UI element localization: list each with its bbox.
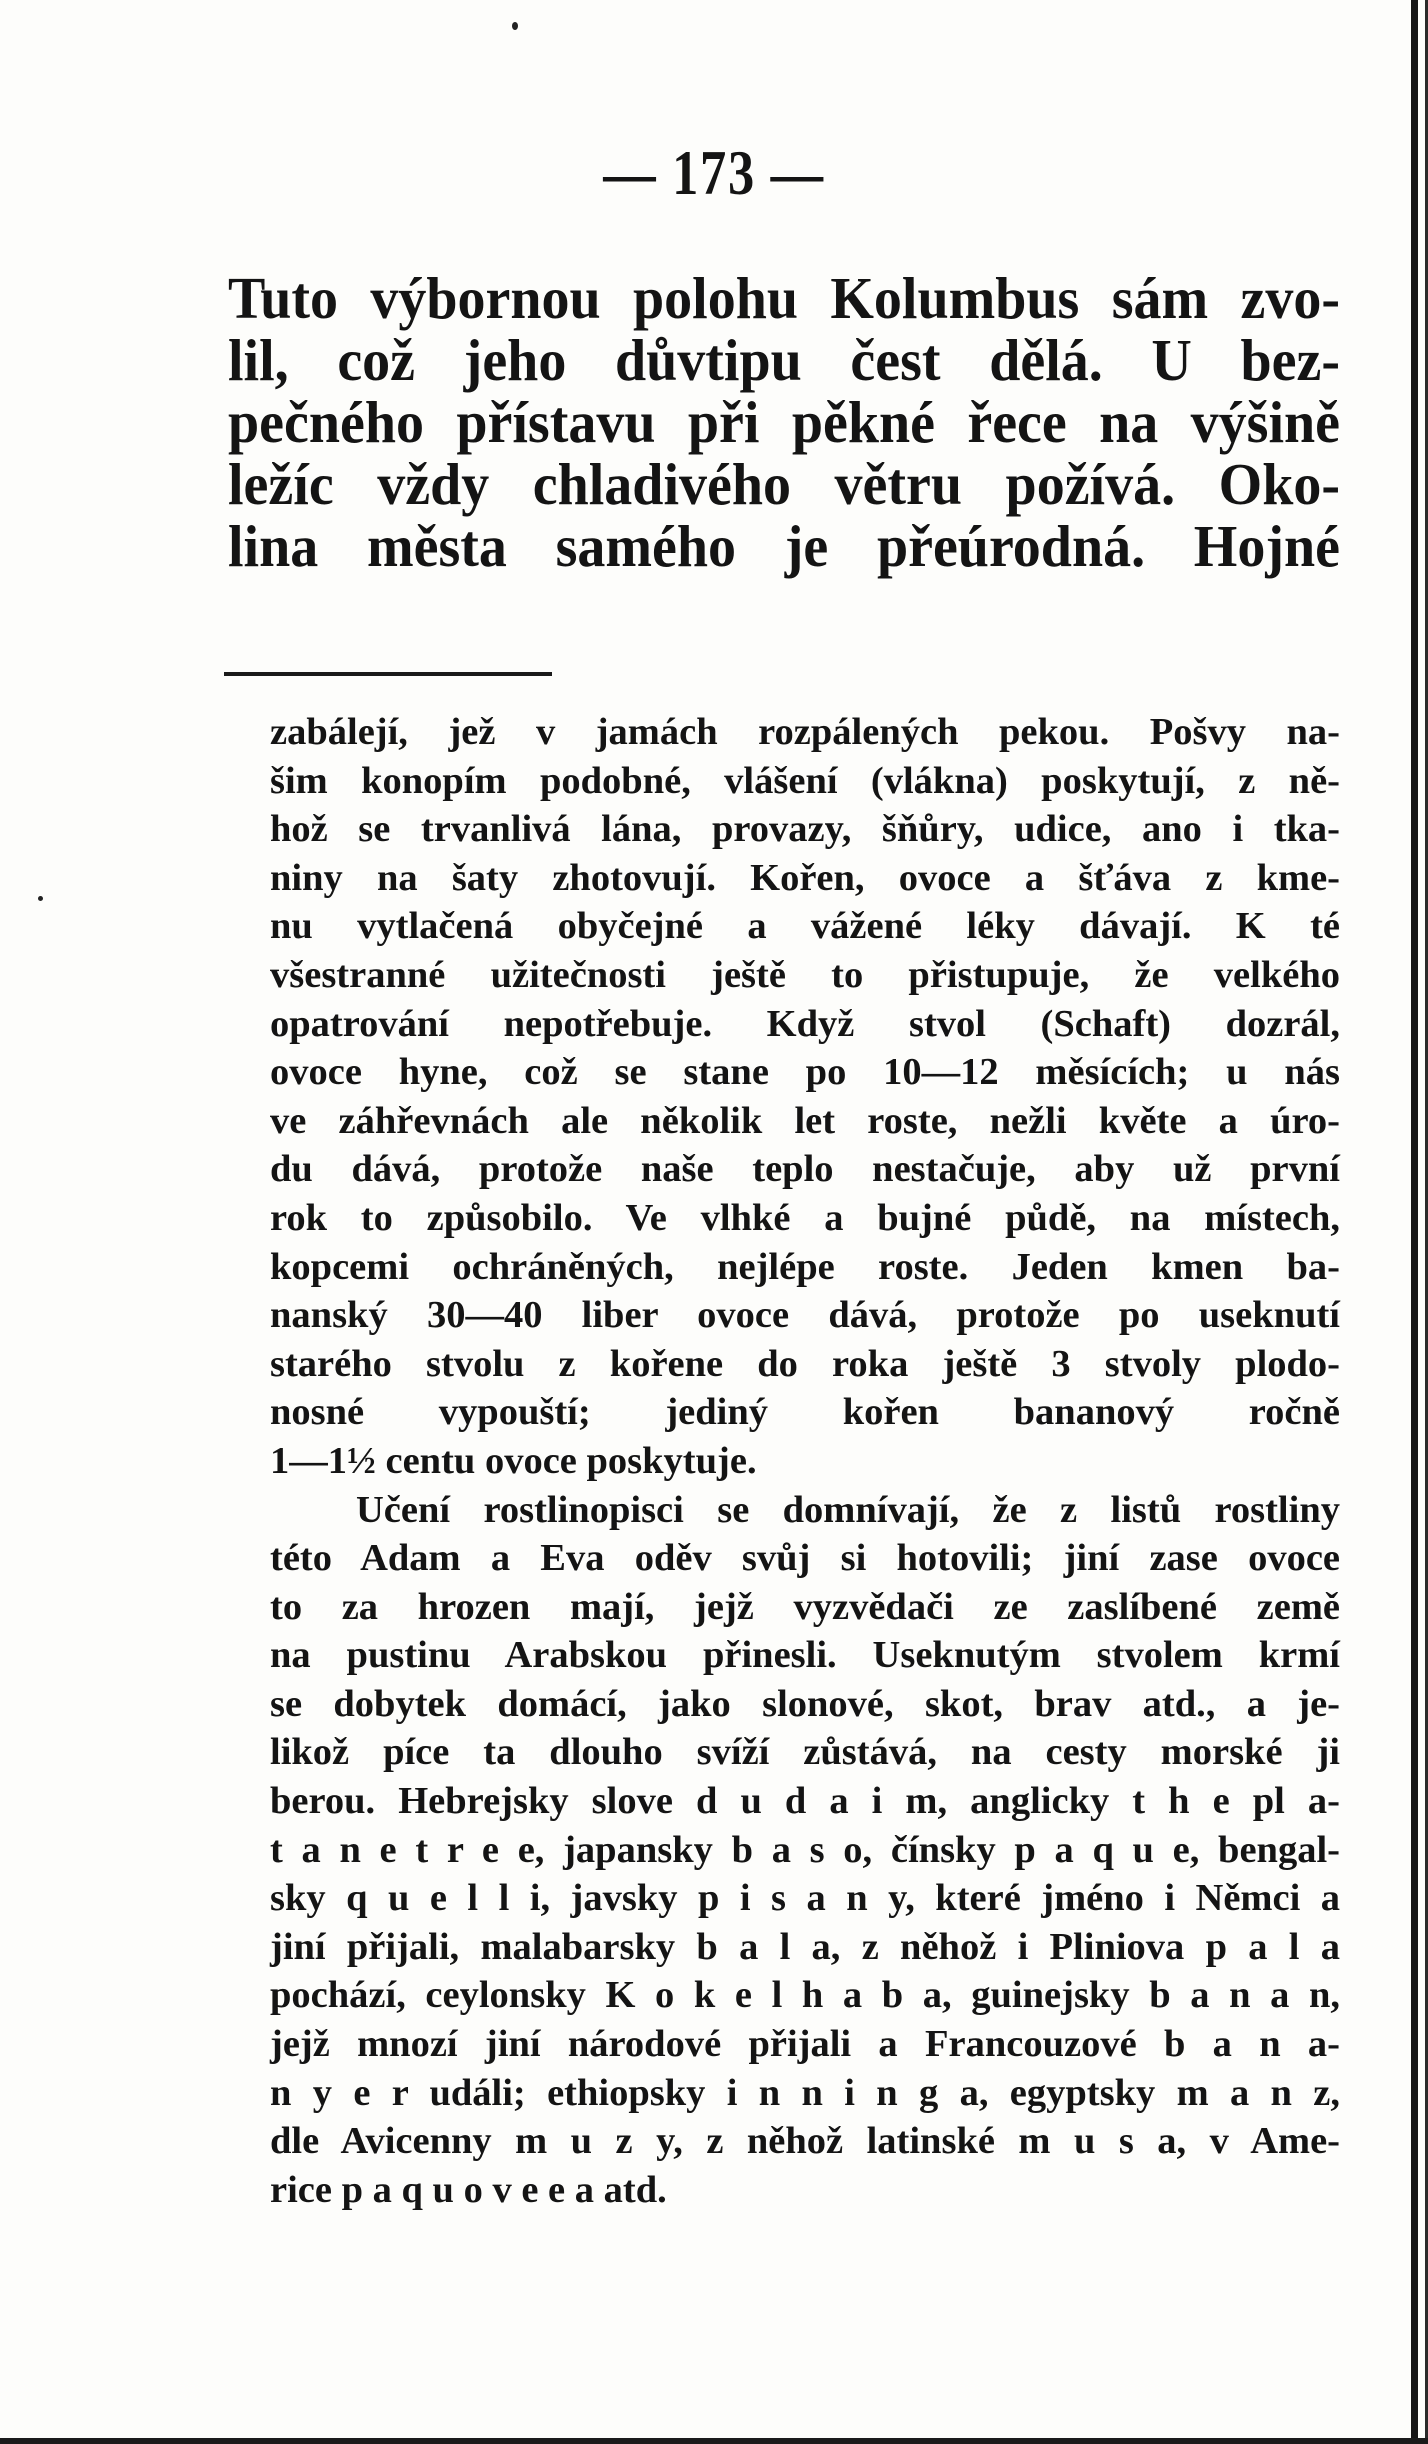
footnote-line: rice p a q u o v e e a atd. [270, 2168, 667, 2211]
footnote-line: sky q u e l l i, javsky p i s a n y, které jméno i Němci a [270, 1877, 1340, 1920]
footnote-line: nu vytlačená obyčejné a vážené léky dávají. K té [270, 905, 1340, 948]
footnote-line: nosné vypouští; jediný kořen bananový ročně [270, 1391, 1340, 1434]
footnote-line: jejž mnozí jiní národové přijali a Francouzové b a n a- [270, 2023, 1340, 2066]
footnote-line: Učení rostlinopisci se domnívají, že z listů rostliny [356, 1488, 1340, 1531]
text-line: Tuto výbornou polohu Kolumbus sám zvo- [228, 266, 1340, 332]
footnote-rule [224, 672, 552, 676]
page-edge-shadow [1411, 0, 1418, 2444]
footnote-line: 1—1½ centu ovoce poskytuje. [270, 1439, 757, 1482]
footnote-line: n y e r událi; ethiopsky i n n i n g a, egyptsky m a n z, [270, 2071, 1340, 2114]
footnote-line: hož se trvanlivá lána, provazy, šňůry, udice, ano i tka- [270, 808, 1340, 851]
footnote-line: likož píce ta dlouho svíží zůstává, na cesty morské ji [270, 1731, 1340, 1774]
footnote-line: pochází, ceylonsky K o k e l h a b a, guinejsky b a n a n, [270, 1974, 1340, 2017]
footnote-line: této Adam a Eva oděv svůj si hotovili; jiní zase ovoce [270, 1537, 1340, 1580]
footnote-line: všestranné užitečnosti ještě to přistupuje, že velkého [270, 953, 1340, 996]
footnote-line: du dává, protože naše teplo nestačuje, aby už první [270, 1148, 1340, 1191]
text-line: lina města samého je přeúrodná. Hojné [228, 514, 1340, 580]
footnote-line: starého stvolu z kořene do roka ještě 3 stvoly plodo- [270, 1342, 1340, 1385]
footnote-line: se dobytek domácí, jako slonové, skot, brav atd., a je- [270, 1682, 1340, 1725]
ink-speck [512, 22, 518, 30]
footnote-line: niny na šaty zhotovují. Kořen, ovoce a šťáva z kme- [270, 856, 1340, 899]
footnote-line: kopcemi ochráněných, nejlépe roste. Jeden kmen ba- [270, 1245, 1340, 1288]
footnote-line: t a n e t r e e, japansky b a s o, čínsky p a q u e, bengal- [270, 1828, 1340, 1871]
footnote-line: nanský 30—40 liber ovoce dává, protože po useknutí [270, 1294, 1340, 1337]
footnote-line: ovoce hyne, což se stane po 10—12 měsících; u nás [270, 1051, 1340, 1094]
text-line: lil, což jeho důvtipu čest dělá. U bez- [228, 328, 1340, 394]
footnote-line: ve záhřevnách ale několik let roste, nežli květe a úro- [270, 1099, 1340, 1142]
text-line: ležíc vždy chladivého větru požívá. Oko- [228, 452, 1340, 518]
footnote-line: šim konopím podobné, vlášení (vlákna) poskytují, z ně- [270, 759, 1340, 802]
footnote-line: to za hrozen mají, jejž vyzvědači ze zaslíbené země [270, 1585, 1340, 1628]
footnote-line: jiní přijali, malabarsky b a l a, z něhož i Pliniova p a l a [270, 1925, 1340, 1968]
ink-speck [38, 896, 43, 901]
footnote-line: dle Avicenny m u z y, z něhož latinské m u s a, v Ame- [270, 2120, 1340, 2163]
footnote-line: na pustinu Arabskou přinesli. Useknutým stvolem krmí [270, 1634, 1340, 1677]
footnote-line: opatrování nepotřebuje. Když stvol (Schaft) dozrál, [270, 1002, 1340, 1045]
footnote-text [270, 708, 1340, 2214]
footnote-line: berou. Hebrejsky slove d u d a i m, anglicky t h e pl a- [270, 1780, 1340, 1823]
page-bottom-edge [0, 2438, 1428, 2444]
footnote-line: zabálejí, jež v jamách rozpálených pekou. Pošvy na- [270, 711, 1340, 753]
page-number: — 173 — [603, 137, 825, 208]
text-line: pečného přístavu při pěkné řece na výšině [228, 390, 1340, 456]
main-text [228, 268, 1340, 578]
footnote-line: rok to způsobilo. Ve vlhké a bujné půdě, na místech, [270, 1196, 1340, 1239]
